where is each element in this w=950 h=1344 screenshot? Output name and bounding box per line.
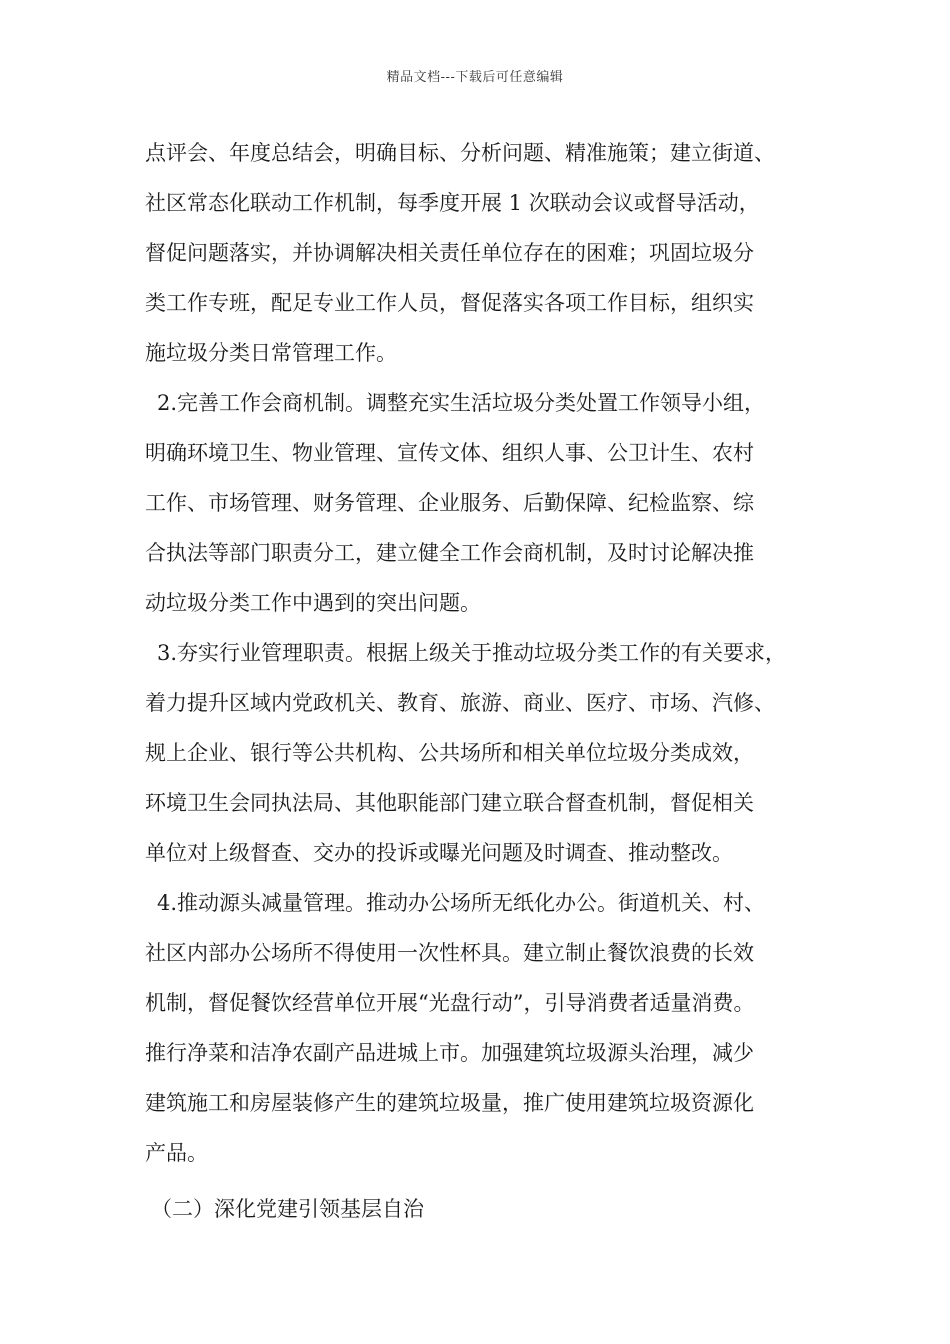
paragraph-4 [145,878,835,1178]
text-line: 督促问题落实，并协调解决相关责任单位存在的困难；巩固垃圾分 [145,241,754,265]
text-line: 建筑施工和房屋装修产生的建筑垃圾量，推广使用建筑垃圾资源化 [145,1091,754,1115]
text-line: 工作、市场管理、财务管理、企业服务、后勤保障、纪检监察、综 [145,491,754,515]
text-line: 2.完善工作会商机制。调整充实生活垃圾分类处置工作领导小组， [157,391,766,415]
text-line: 环境卫生会同执法局、其他职能部门建立联合督查机制，督促相关 [145,791,754,815]
text-line: 点评会、年度总结会，明确目标、分析问题、精准施策；建立街道、 [145,141,775,165]
paragraph-1 [145,128,835,378]
text-line: 产品。 [145,1141,208,1165]
text-line: 动垃圾分类工作中遇到的突出问题。 [145,591,481,615]
text-line: 社区常态化联动工作机制，每季度开展 1 次联动会议或督导活动， [145,191,760,215]
text-line: 类工作专班，配足专业工作人员，督促落实各项工作目标，组织实 [145,291,754,315]
paragraph-3 [145,628,835,878]
text-line: 规上企业、银行等公共机构、公共场所和相关单位垃圾分类成效， [145,741,754,765]
document-body [145,128,835,1234]
text-line: 推行净菜和洁净农副产品进城上市。加强建筑垃圾源头治理，减少 [145,1041,754,1065]
text-line: 机制，督促餐饮经营单位开展“光盘行动”，引导消费者适量消费。 [145,991,755,1015]
text-line: 合执法等部门职责分工，建立健全工作会商机制，及时讨论解决推 [145,541,754,565]
text-line: 明确环境卫生、物业管理、宣传文体、组织人事、公卫计生、农村 [145,441,754,465]
text-line: 着力提升区域内党政机关、教育、旅游、商业、医疗、市场、汽修、 [145,691,775,715]
text-line: 单位对上级督查、交办的投诉或曝光问题及时调查、推动整改。 [145,841,733,865]
text-line: 施垃圾分类日常管理工作。 [145,341,397,365]
text-line: 3.夯实行业管理职责。根据上级关于推动垃圾分类工作的有关要求， [157,641,787,665]
text-line: 4.推动源头减量管理。推动办公场所无纸化办公。街道机关、村、 [157,891,766,915]
section-heading: （二）深化党建引领基层自治 [151,1197,424,1221]
text-line: 社区内部办公场所不得使用一次性杯具。建立制止餐饮浪费的长效 [145,941,754,965]
page-header: 精品文档---下载后可任意编辑 [386,70,564,85]
paragraph-2 [145,378,835,628]
